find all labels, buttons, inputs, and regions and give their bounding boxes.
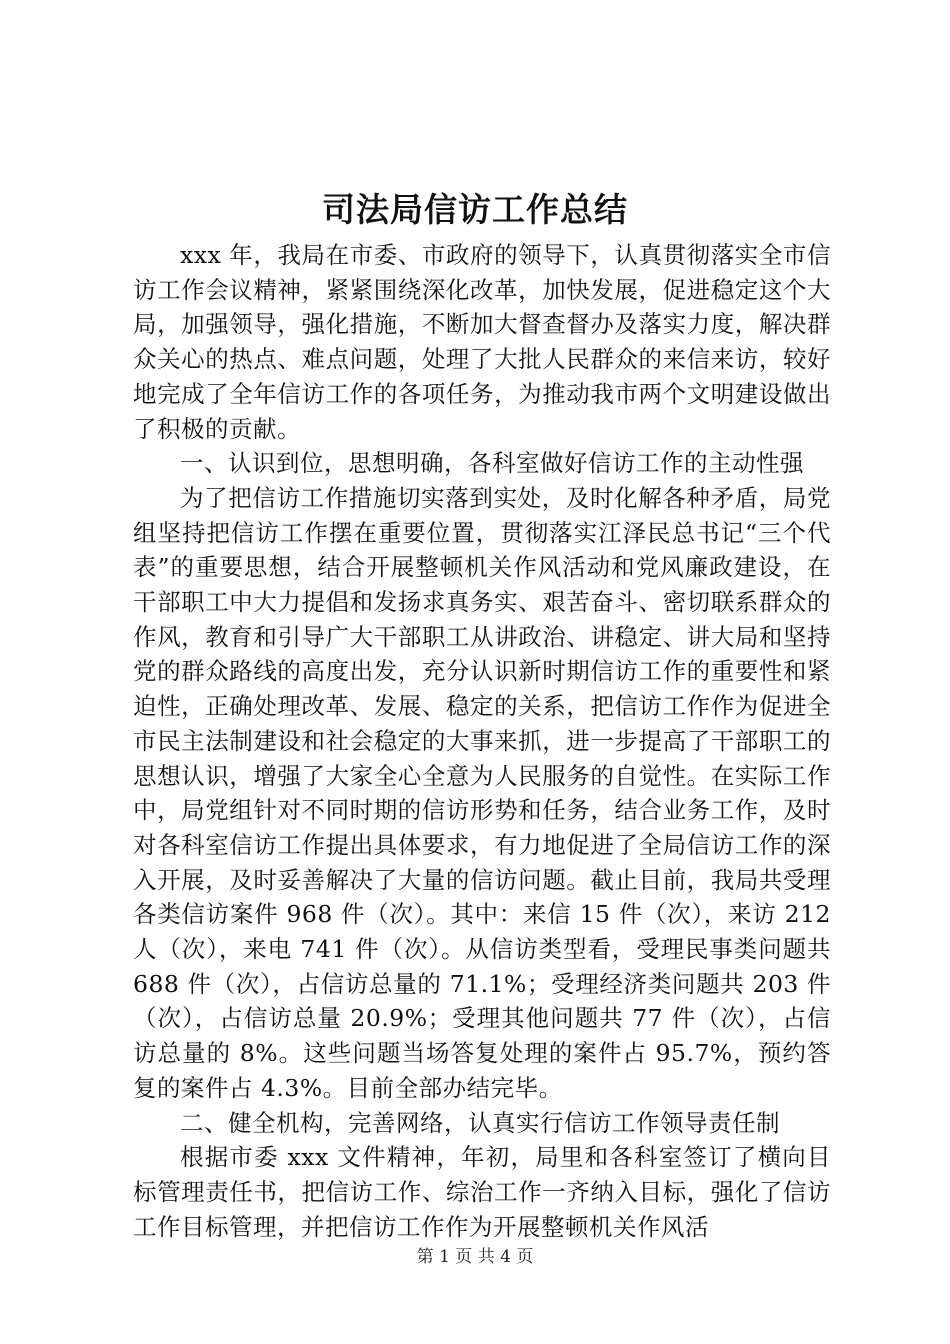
section-heading-1: 一、认识到位，思想明确，各科室做好信访工作的主动性强 <box>180 449 804 478</box>
section-heading-2: 二、健全机构，完善网络，认真实行信访工作领导责任制 <box>180 1108 780 1137</box>
paragraph-section-2: 根据市委 xxx 文件精神，年初，局里和各科室签订了横向目标管理责任书，把信访工作、综治工作一齐纳入目标，强化了信访工作目标管理，并把信访工作作为开展整顿机关作风活 <box>133 1143 831 1241</box>
paragraph-section-1: 为了把信访工作措施切实落到实处，及时化解各种矛盾，局党组坚持把信访工作摆在重要位置，贯彻落实江泽民总书记“三个代表”的重要思想，结合开展整顿机关作风活动和党风廉政建设，在干部职工中大力提倡和发扬求真务实、艰苦奋斗、密切联系群众的作风，教育和引导广大干部职工从讲政治、讲稳定、讲大局和坚持党的群众路线的高度出发，充分认识新时期信访工作的重要性和紧迫性，正确处理改革、发展、稳定的关系，把信访工作作为促进全市民主法制建设和社会稳定的大事来抓，进一步提高了干部职工的思想认识，增强了大家全心全意为人民服务的自觉性。在实际工作中，局党组针对不同时期的信访形势和任务，结合业务工作，及时对各科室信访工作提出具体要求，有力地促进了全局信访工作的深入开展，及时妥善解决了大量的信访问题。截止目前，我局共受理各类信访案件 968 件（次）。其中：来信 15 件（次），来访 212 人（次），来电 741 件（次）。从信访类型看，受理民事类问题共 688 件（次），占信访总量的 71.1%；受理经济类问题共 203 件（次），占信访总量 20.9%；受理其他问题共 77 件（次），占信访总量的 8%。这些问题当场答复处理的案件占 95.7%，预约答复的案件占 4.3%。目前全部办结完毕。 <box>133 483 831 1102</box>
paragraph-intro: xxx 年，我局在市委、市政府的领导下，认真贯彻落实全市信访工作会议精神，紧紧围绕深化改革，加快发展，促进稳定这个大局，加强领导，强化措施，不断加大督查督办及落实力度，解决群众关心的热点、难点问题，处理了大批人民群众的来信来访，较好地完成了全年信访工作的各项任务，为推动我市两个文明建设做出了积极的贡献。 <box>133 241 831 443</box>
document-title: 司法局信访工作总结 <box>322 190 628 229</box>
page-footer: 第 1 页 共 4 页 <box>416 1247 534 1267</box>
document-body <box>133 238 831 1244</box>
